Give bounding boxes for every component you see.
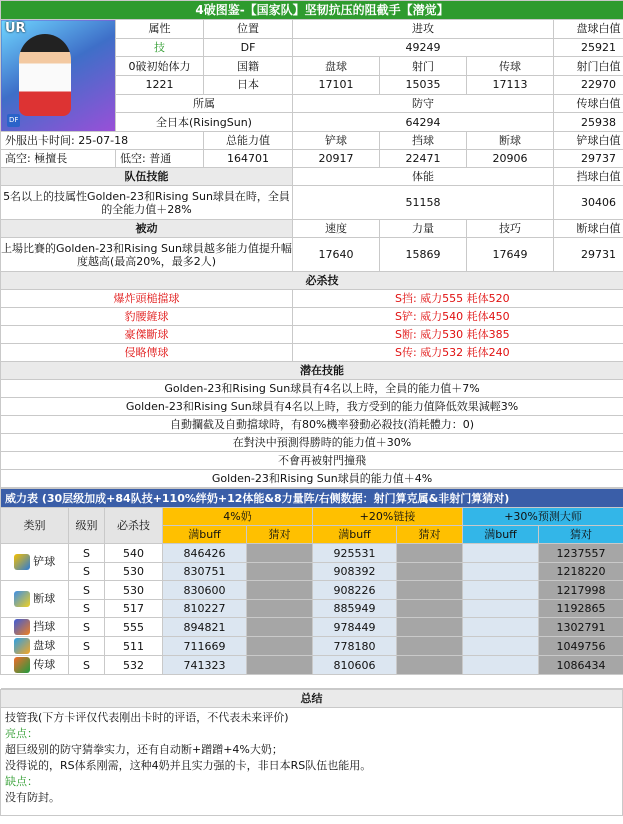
power-4-milk: 830751: [163, 563, 247, 581]
special-stat: S传: 威力532 耗体240: [293, 344, 623, 362]
row-skill: 517: [105, 600, 163, 618]
power-20-link: 908226: [313, 581, 397, 600]
steal-value: 20906: [467, 150, 554, 168]
header-nation: 国籍: [204, 57, 293, 76]
steal-icon: [14, 591, 30, 607]
header-team: 所属: [116, 94, 293, 113]
position-tag: DF: [7, 114, 20, 127]
dribble-icon: [14, 638, 30, 654]
power-20-link-guess: [397, 600, 463, 618]
category-steal: 断球: [1, 581, 69, 618]
pass-white-value: 25938: [554, 113, 623, 132]
header-defense: 防守: [293, 94, 554, 113]
header-stamina: 0破初始体力: [116, 57, 204, 76]
dribble-value: 17101: [293, 75, 380, 94]
special-name: 侵略傳球: [1, 344, 293, 362]
header-dribble-white: 盘球白值: [554, 20, 623, 39]
special-stat: S挡: 威力555 耗体520: [293, 290, 623, 308]
power-20-link: 778180: [313, 637, 397, 656]
power-30-predict-guess: 1217998: [539, 581, 623, 600]
special-name: 爆炸頭槌擋球: [1, 290, 293, 308]
team-value: 全日本(RisingSun): [116, 113, 293, 132]
tackle-value: 20917: [293, 150, 380, 168]
header-speed: 速度: [293, 220, 380, 238]
power-30-predict: [463, 581, 539, 600]
pros-item: 超巨级别的防守猜拳实力，还有自动断+蹭蹭+4%大奶；: [5, 743, 283, 756]
row-level: S: [69, 544, 105, 563]
cons-item: 没有防封。: [5, 791, 60, 804]
header-attack: 进攻: [293, 20, 554, 39]
power-4-milk-guess: [247, 581, 313, 600]
sub-full-buff: 满buff: [163, 526, 247, 544]
header-block-white: 挡球白值: [554, 168, 623, 186]
header-pos: 位置: [204, 20, 293, 39]
power-20-link-guess: [397, 581, 463, 600]
header-special: 必杀技: [105, 508, 163, 544]
special-label: 必杀技: [1, 272, 623, 290]
power-30-predict-guess: 1302791: [539, 618, 623, 637]
latent-label: 潜在技能: [1, 362, 623, 380]
cons-label: 缺点：: [5, 775, 38, 788]
player-card-image: [1, 20, 116, 132]
row-skill: 532: [105, 656, 163, 675]
power-4-milk: 894821: [163, 618, 247, 637]
power-4-milk-guess: [247, 600, 313, 618]
group-20-link: +20%链接: [313, 508, 463, 526]
total-value: 164701: [204, 150, 293, 168]
row-skill: 555: [105, 618, 163, 637]
sub-guess: 猜对: [247, 526, 313, 544]
header-tackle: 铲球: [293, 132, 380, 150]
sub-guess: 猜对: [397, 526, 463, 544]
header-power: 力量: [380, 220, 467, 238]
row-level: S: [69, 563, 105, 581]
pros-item: 没得说的，RS体系刚需，这种4奶并且实力强的卡，非日本RS队伍也能用。: [5, 759, 372, 772]
power-4-milk-guess: [247, 563, 313, 581]
attack-value: 49249: [293, 38, 554, 57]
summary-label: 总结: [1, 690, 623, 708]
block-white-value: 30406: [554, 186, 623, 220]
header-tackle-white: 铲球白值: [554, 132, 623, 150]
special-name: 豪傑斷球: [1, 326, 293, 344]
power-30-predict: [463, 563, 539, 581]
header-steal-white: 断球白值: [554, 220, 623, 238]
attr-value: 技: [116, 38, 204, 57]
category-dribble: 盘球: [1, 637, 69, 656]
row-skill: 511: [105, 637, 163, 656]
spacer: [1, 675, 623, 689]
header-block: 挡球: [380, 132, 467, 150]
header-attr: 属性: [116, 20, 204, 39]
power-table: [0, 488, 623, 689]
latent-item: 自動攔截及自動擋球時，有80%機率發動必殺技(消耗體力：0): [1, 416, 623, 434]
power-table-title: 威力表 (30层级加成+84队技+110%绊奶+12体能&8力量阵/右侧数据：射门算克属&非射门算猜对): [1, 489, 623, 508]
row-skill: 530: [105, 581, 163, 600]
summary-body: [1, 708, 623, 816]
power-20-link: 810606: [313, 656, 397, 675]
header-level: 级别: [69, 508, 105, 544]
steal-white-value: 29731: [554, 238, 623, 272]
header-pass-white: 传球白值: [554, 94, 623, 113]
pros-label: 亮点：: [5, 727, 38, 740]
defense-value: 64294: [293, 113, 554, 132]
tackle-icon: [14, 554, 30, 570]
row-level: S: [69, 618, 105, 637]
power-4-milk: 810227: [163, 600, 247, 618]
latent-item: 在對決中預測得勝時的能力值＋30%: [1, 434, 623, 452]
block-icon: [14, 619, 30, 635]
pos-value: DF: [204, 38, 293, 57]
row-level: S: [69, 581, 105, 600]
header-dribble: 盘球: [293, 57, 380, 76]
header-pass: 传球: [467, 57, 554, 76]
power-30-predict: [463, 544, 539, 563]
sub-full-buff: 满buff: [313, 526, 397, 544]
power-4-milk-guess: [247, 618, 313, 637]
sub-guess: 猜对: [539, 526, 623, 544]
power-4-milk: 711669: [163, 637, 247, 656]
power-30-predict-guess: 1218220: [539, 563, 623, 581]
power-4-milk-guess: [247, 637, 313, 656]
power-30-predict: [463, 618, 539, 637]
page-title: 4破图鉴-【国家队】坚韧抗压的阻截手【潜觉】: [1, 1, 623, 20]
team-skill-label: 队伍技能: [1, 168, 293, 186]
category-tackle: 铲球: [1, 544, 69, 581]
header-shoot-white: 射门白值: [554, 57, 623, 76]
power-30-predict-guess: 1049756: [539, 637, 623, 656]
power-4-milk-guess: [247, 656, 313, 675]
high-ball: 高空: 極擅長: [1, 150, 116, 168]
power-30-predict-guess: 1086434: [539, 656, 623, 675]
power-4-milk-guess: [247, 544, 313, 563]
latent-item: 不會再被射門撞飛: [1, 452, 623, 470]
header-total: 总能力值: [204, 132, 293, 150]
header-physique: 体能: [293, 168, 554, 186]
dribble-white-value: 25921: [554, 38, 623, 57]
row-level: S: [69, 656, 105, 675]
latent-item: Golden-23和Rising Sun球員的能力值＋4%: [1, 470, 623, 488]
power-20-link-guess: [397, 563, 463, 581]
header-category: 类别: [1, 508, 69, 544]
power-20-link: 908392: [313, 563, 397, 581]
header-technique: 技巧: [467, 220, 554, 238]
shoot-value: 15035: [380, 75, 467, 94]
summary-intro: 技管我(下方卡评仅代表刚出卡时的评语，不代表未来评价): [5, 711, 289, 724]
special-stat: S铲: 威力540 耗体450: [293, 308, 623, 326]
summary-table: [0, 689, 623, 816]
power-30-predict: [463, 600, 539, 618]
power-value: 15869: [380, 238, 467, 272]
row-skill: 540: [105, 544, 163, 563]
pass-value: 17113: [467, 75, 554, 94]
power-20-link-guess: [397, 656, 463, 675]
stamina-value: 1221: [116, 75, 204, 94]
special-stat: S断: 威力530 耗体385: [293, 326, 623, 344]
ur-badge: UR: [5, 21, 26, 36]
row-level: S: [69, 637, 105, 656]
nation-value: 日本: [204, 75, 293, 94]
player-figure-icon: [19, 34, 71, 116]
power-20-link-guess: [397, 544, 463, 563]
shoot-white-value: 22970: [554, 75, 623, 94]
row-level: S: [69, 600, 105, 618]
power-30-predict-guess: 1192865: [539, 600, 623, 618]
header-shoot: 射门: [380, 57, 467, 76]
low-ball: 低空: 普通: [116, 150, 204, 168]
power-30-predict: [463, 637, 539, 656]
physique-value: 51158: [293, 186, 554, 220]
power-20-link: 885949: [313, 600, 397, 618]
tackle-white-value: 29737: [554, 150, 623, 168]
power-4-milk: 846426: [163, 544, 247, 563]
passive-label: 被动: [1, 220, 293, 238]
power-30-predict: [463, 656, 539, 675]
power-4-milk: 741323: [163, 656, 247, 675]
category-block: 挡球: [1, 618, 69, 637]
group-4-milk: 4%奶: [163, 508, 313, 526]
power-4-milk: 830600: [163, 581, 247, 600]
passive-text: 上場比賽的Golden-23和Rising Sun球員越多能力值提升幅度越高(最高20%，最多2人): [1, 238, 293, 272]
sub-full-buff: 满buff: [463, 526, 539, 544]
latent-item: Golden-23和Rising Sun球員有4名以上時，我方受到的能力值降低效果減輕3%: [1, 398, 623, 416]
speed-value: 17640: [293, 238, 380, 272]
power-20-link: 925531: [313, 544, 397, 563]
power-30-predict-guess: 1237557: [539, 544, 623, 563]
special-name: 豹腰鏟球: [1, 308, 293, 326]
category-pass: 传球: [1, 656, 69, 675]
team-skill-text: 5名以上的技属性Golden-23和Rising Sun球員在時，全員的全能力值＋28%: [1, 186, 293, 220]
group-30-predict: +30%预测大师: [463, 508, 623, 526]
release-date: 外服出卡时间: 25-07-18: [1, 132, 204, 150]
row-skill: 530: [105, 563, 163, 581]
latent-item: Golden-23和Rising Sun球員有4名以上時，全員的能力值＋7%: [1, 380, 623, 398]
technique-value: 17649: [467, 238, 554, 272]
power-20-link: 978449: [313, 618, 397, 637]
power-20-link-guess: [397, 637, 463, 656]
pass-icon: [14, 657, 30, 673]
power-20-link-guess: [397, 618, 463, 637]
header-steal: 断球: [467, 132, 554, 150]
block-value: 22471: [380, 150, 467, 168]
